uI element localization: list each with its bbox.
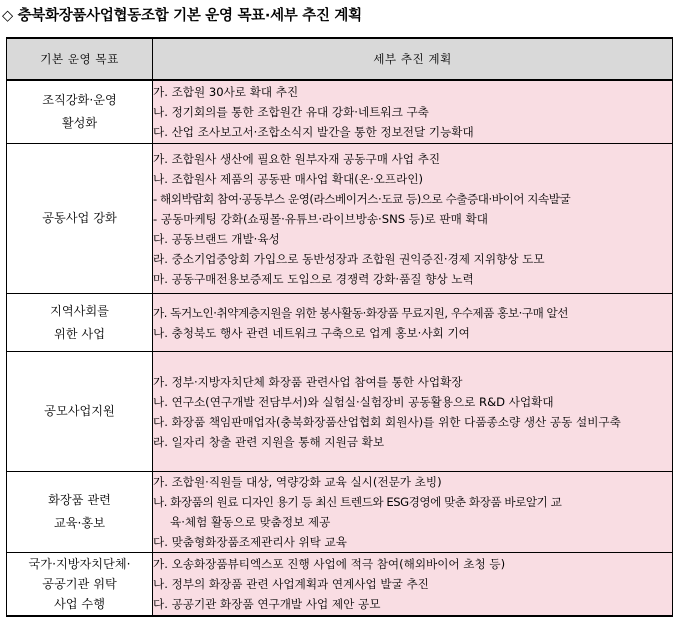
goal-line: 위한 사업 [54,326,105,341]
plan-item: - 공동마케팅 강화(쇼핑몰·유튜브·라이브방송·SNS 등)로 판매 확대 [153,211,488,226]
plan-cell [153,553,673,617]
plan-item: 다. 산업 조사보고서·조합소식지 발간을 통한 정보전달 기능확대 [153,125,474,139]
header-goal: 기본 운영 목표 [7,38,153,80]
plan-item: 마. 공동구매전용보증제도 도입으로 경쟁력 강화·품질 향상 노력 [153,271,474,286]
goal-cell [7,472,153,553]
goal-cell [7,553,153,617]
goal-cell [7,352,153,472]
plan-item: 가. 조합원 30사로 확대 추진 [153,85,299,99]
goal-line: 교육·홍보 [54,516,105,530]
plan-cell [153,80,673,144]
goal-line: 공모사업지원 [44,404,115,418]
plan-item: 가. 오송화장품뷰티엑스포 진행 사업에 적극 참여(해외바이어 초청 등) [153,557,506,571]
table-row [7,144,673,294]
plan-item: 라. 일자리 창출 관련 지원을 통해 지원금 확보 [153,434,385,449]
plan-item: 가. 조합원사 생산에 필요한 원부자재 공동구매 사업 추진 [153,151,441,166]
table-row [7,80,673,144]
table-header-row [7,38,673,80]
table-row [7,352,673,472]
plan-table [6,37,673,617]
table-row [7,553,673,617]
plan-cell [153,294,673,352]
plan-item: 나. 연구소(연구개발 전담부서)와 실험실·실험장비 공동활용으로 R&D 사업확대 [153,394,554,409]
plan-cell [153,352,673,472]
table-row [7,294,673,352]
plan-item: 다. 공공기관 화장품 연구개발 사업 제안 공모 [153,597,381,611]
goal-line: 지역사회를 [50,303,109,318]
plan-item: - 해외박람회 참여·공동부스 운영(라스베이거스·도쿄 등)으로 수출증대·바이어 지속발굴 [153,191,571,206]
plan-item: 나. 화장품의 원료 디자인 용기 등 최신 트렌드와 ESG경영에 맞춘 화장품 바로알기 교 [153,495,562,509]
plan-cell [153,472,673,553]
goal-line: 공공기관 위탁 [42,577,117,591]
plan-item: 가. 조합원·직원들 대상, 역량강화 교육 실시(전문가 초빙) [153,475,442,489]
goal-line: 활성화 [61,116,98,130]
goal-line: 국가·지방자치단체· [28,557,131,571]
plan-item: 라. 중소기업중앙회 가입으로 동반성장과 조합원 권익증진·경제 지위향상 도모 [153,251,545,266]
goal-line: 공동사업 강화 [42,211,117,225]
plan-item: 가. 정부·지방자치단체 화장품 관련사업 참여를 통한 사업확장 [153,374,463,389]
goal-line: 사업 수행 [54,597,105,611]
goal-line: 조직강화·운영 [42,93,117,107]
plan-item: 나. 충청북도 행사 관련 네트워크 구축으로 업계 홍보·사회 기여 [153,325,470,340]
plan-item: 나. 정기회의를 통한 조합원간 유대 강화·네트워크 구축 [153,105,429,119]
plan-item: 나. 조합원사 제품의 공동판 매사업 확대(온·오프라인) [153,171,424,186]
header-plan: 세부 추진 계획 [153,38,673,80]
goal-line: 화장품 관련 [48,493,111,507]
plan-item: 가. 독거노인·취약계층지원을 위한 봉사활동·화장품 무료지원, 우수제품 홍보·구매 알선 [153,305,569,320]
plan-item: 다. 맞춤형화장품조제관리사 위탁 교육 [153,535,347,549]
document-title: ◇ 충북화장품사업협동조합 기본 운영 목표·세부 추진 계획 [2,8,362,24]
goal-cell [7,80,153,144]
plan-item: 다. 화장품 책임판매업자(충북화장품산업협회 회원사)를 위한 다품종소량 생산 공동 설비구축 [153,414,621,429]
plan-item: 다. 공동브랜드 개발·육성 [153,231,280,246]
goal-cell [7,294,153,352]
plan-item: 나. 정부의 화장품 관련 사업계획과 연계사업 발굴 추진 [153,577,429,591]
table-row [7,472,673,553]
goal-cell [7,144,153,294]
plan-item: 육·체험 활동으로 맞춤정보 제공 [170,515,331,529]
plan-cell [153,144,673,294]
